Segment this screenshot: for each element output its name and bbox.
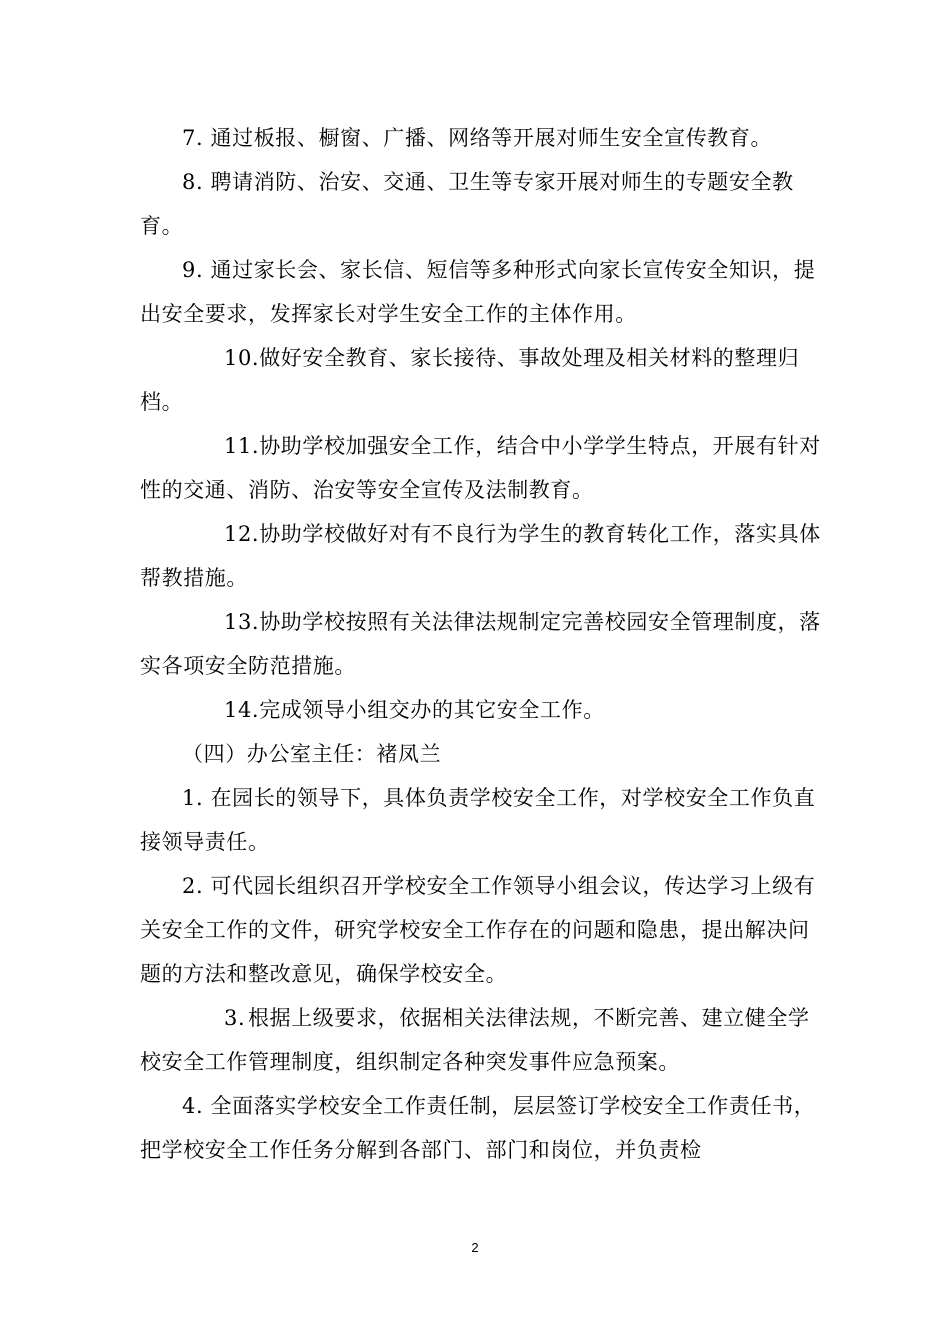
- paragraph-text: 9. 通过家长会、家长信、短信等多种形式向家长宣传安全知识，提出安全要求，发挥家长对学生安全工作的主体作用。: [140, 258, 816, 326]
- section-heading: [140, 732, 830, 776]
- paragraph-8: [140, 160, 830, 248]
- paragraph-14: [140, 688, 830, 732]
- paragraph-text: 7. 通过板报、橱窗、广播、网络等开展对师生安全宣传教育。: [182, 126, 773, 150]
- paragraph-text: 根据上级要求，依据相关法律法规，不断完善、建立健全学校安全工作管理制度，组织制定各种突发事件应急预案。: [140, 1006, 810, 1074]
- paragraph-s4-2: [140, 864, 830, 996]
- paragraph-13: [140, 600, 830, 688]
- paragraph-s4-4: [140, 1084, 830, 1172]
- paragraph-text: 8. 聘请消防、治安、交通、卫生等专家开展对师生的专题安全教育。: [140, 170, 794, 238]
- paragraph-s4-1: [140, 776, 830, 864]
- paragraph-7: [140, 116, 830, 160]
- paragraph-11: [140, 424, 830, 512]
- paragraph-text: 协助学校加强安全工作，结合中小学学生特点，开展有针对性的交通、消防、治安等安全宣传及法制教育。: [140, 434, 821, 502]
- paragraph-s4-3: [140, 996, 830, 1084]
- paragraph-number: 11.: [224, 434, 260, 458]
- paragraph-number: 3.: [224, 1006, 246, 1030]
- paragraph-text: 完成领导小组交办的其它安全工作。: [259, 698, 605, 722]
- paragraph-number: 12.: [224, 522, 260, 546]
- paragraph-text: 4. 全面落实学校安全工作责任制，层层签订学校安全工作责任书，把学校安全工作任务分解到各部门、部门和岗位，并负责检: [140, 1094, 816, 1162]
- paragraph-number: 10.: [224, 346, 260, 370]
- paragraph-number: 14.: [224, 698, 260, 722]
- paragraph-text: 1. 在园长的领导下，具体负责学校安全工作，对学校安全工作负直接领导责任。: [140, 786, 816, 854]
- paragraph-text: 2. 可代园长组织召开学校安全工作领导小组会议，传达学习上级有关安全工作的文件，研究学校安全工作存在的问题和隐患，提出解决问题的方法和整改意见，确保学校安全。: [140, 874, 816, 986]
- paragraph-text: 做好安全教育、家长接待、事故处理及相关材料的整理归档。: [140, 346, 800, 414]
- paragraph-text: 协助学校做好对有不良行为学生的教育转化工作，落实具体帮教措施。: [140, 522, 821, 590]
- body-text: [140, 116, 830, 1172]
- heading-text: （四）办公室主任：褚凤兰: [182, 742, 442, 766]
- page-number: 2: [471, 1240, 479, 1255]
- paragraph-12: [140, 512, 830, 600]
- paragraph-10: [140, 336, 830, 424]
- paragraph-number: 13.: [224, 610, 260, 634]
- paragraph-text: 协助学校按照有关法律法规制定完善校园安全管理制度，落实各项安全防范措施。: [140, 610, 821, 678]
- paragraph-9: [140, 248, 830, 336]
